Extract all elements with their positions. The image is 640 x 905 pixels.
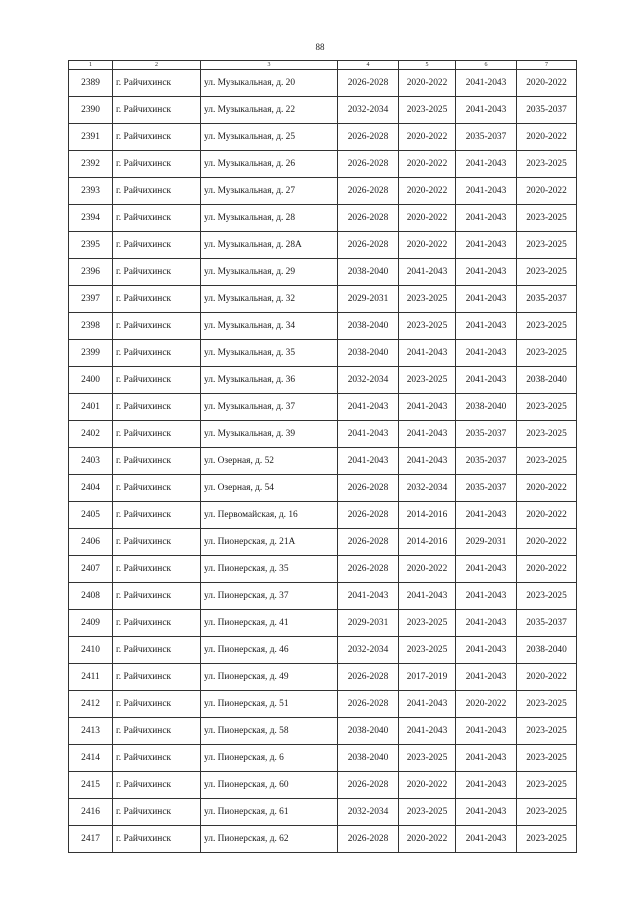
- city-cell: г. Райчихинск: [113, 691, 201, 718]
- address-cell: ул. Музыкальная, д. 27: [201, 178, 338, 205]
- table-row: [69, 70, 577, 97]
- table-row: [69, 583, 577, 610]
- table-row: [69, 799, 577, 826]
- period-cell: 2032-2034: [399, 475, 456, 502]
- city-cell: г. Райчихинск: [113, 448, 201, 475]
- city-cell: г. Райчихинск: [113, 502, 201, 529]
- period-cell: 2029-2031: [338, 610, 399, 637]
- column-number-header: 7: [517, 61, 577, 70]
- table-row: [69, 502, 577, 529]
- row-number-cell: 2416: [69, 799, 113, 826]
- period-cell: 2035-2037: [456, 475, 517, 502]
- period-cell: 2020-2022: [399, 151, 456, 178]
- page-number: 88: [315, 42, 325, 52]
- period-cell: 2020-2022: [517, 178, 577, 205]
- period-cell: 2035-2037: [517, 97, 577, 124]
- period-cell: 2020-2022: [399, 232, 456, 259]
- period-cell: 2020-2022: [399, 70, 456, 97]
- period-cell: 2026-2028: [338, 232, 399, 259]
- address-cell: ул. Музыкальная, д. 28А: [201, 232, 338, 259]
- address-cell: ул. Музыкальная, д. 25: [201, 124, 338, 151]
- table-row: [69, 232, 577, 259]
- table-body: [69, 70, 577, 853]
- period-cell: 2041-2043: [456, 610, 517, 637]
- period-cell: 2035-2037: [517, 286, 577, 313]
- table-row: [69, 421, 577, 448]
- city-cell: г. Райчихинск: [113, 313, 201, 340]
- column-number-header: 5: [399, 61, 456, 70]
- address-cell: ул. Озерная, д. 54: [201, 475, 338, 502]
- period-cell: 2038-2040: [338, 340, 399, 367]
- city-cell: г. Райчихинск: [113, 394, 201, 421]
- column-number-header: 2: [113, 61, 201, 70]
- period-cell: 2038-2040: [338, 718, 399, 745]
- period-cell: 2023-2025: [517, 583, 577, 610]
- row-number-cell: 2389: [69, 70, 113, 97]
- period-cell: 2026-2028: [338, 70, 399, 97]
- city-cell: г. Райчихинск: [113, 70, 201, 97]
- address-cell: ул. Пионерская, д. 37: [201, 583, 338, 610]
- table-row: [69, 448, 577, 475]
- period-cell: 2026-2028: [338, 151, 399, 178]
- period-cell: 2026-2028: [338, 772, 399, 799]
- period-cell: 2041-2043: [456, 259, 517, 286]
- table-row: [69, 772, 577, 799]
- period-cell: 2023-2025: [399, 637, 456, 664]
- row-number-cell: 2392: [69, 151, 113, 178]
- address-cell: ул. Пионерская, д. 6: [201, 745, 338, 772]
- period-cell: 2029-2031: [338, 286, 399, 313]
- period-cell: 2041-2043: [399, 394, 456, 421]
- period-cell: 2041-2043: [399, 421, 456, 448]
- row-number-cell: 2414: [69, 745, 113, 772]
- address-cell: ул. Пионерская, д. 41: [201, 610, 338, 637]
- address-cell: ул. Музыкальная, д. 20: [201, 70, 338, 97]
- address-cell: ул. Музыкальная, д. 39: [201, 421, 338, 448]
- period-cell: 2023-2025: [517, 313, 577, 340]
- city-cell: г. Райчихинск: [113, 475, 201, 502]
- period-cell: 2029-2031: [456, 529, 517, 556]
- period-cell: 2041-2043: [456, 664, 517, 691]
- city-cell: г. Райчихинск: [113, 286, 201, 313]
- city-cell: г. Райчихинск: [113, 178, 201, 205]
- table-row: [69, 556, 577, 583]
- period-cell: 2023-2025: [399, 367, 456, 394]
- period-cell: 2041-2043: [456, 772, 517, 799]
- period-cell: 2023-2025: [517, 691, 577, 718]
- period-cell: 2035-2037: [517, 610, 577, 637]
- address-cell: ул. Пионерская, д. 60: [201, 772, 338, 799]
- period-cell: 2041-2043: [456, 502, 517, 529]
- address-cell: ул. Музыкальная, д. 29: [201, 259, 338, 286]
- city-cell: г. Райчихинск: [113, 340, 201, 367]
- city-cell: г. Райчихинск: [113, 421, 201, 448]
- period-cell: 2041-2043: [399, 340, 456, 367]
- row-number-cell: 2396: [69, 259, 113, 286]
- period-cell: 2041-2043: [399, 583, 456, 610]
- period-cell: 2041-2043: [456, 826, 517, 853]
- city-cell: г. Райчихинск: [113, 205, 201, 232]
- address-cell: ул. Первомайская, д. 16: [201, 502, 338, 529]
- period-cell: 2026-2028: [338, 124, 399, 151]
- period-cell: 2020-2022: [517, 502, 577, 529]
- period-cell: 2020-2022: [517, 556, 577, 583]
- city-cell: г. Райчихинск: [113, 556, 201, 583]
- period-cell: 2041-2043: [456, 286, 517, 313]
- period-cell: 2020-2022: [399, 178, 456, 205]
- period-cell: 2026-2028: [338, 556, 399, 583]
- period-cell: 2023-2025: [517, 151, 577, 178]
- period-cell: 2020-2022: [517, 529, 577, 556]
- address-cell: ул. Пионерская, д. 61: [201, 799, 338, 826]
- table-row: [69, 205, 577, 232]
- row-number-cell: 2412: [69, 691, 113, 718]
- period-cell: 2041-2043: [456, 637, 517, 664]
- table-row: [69, 367, 577, 394]
- address-cell: ул. Озерная, д. 52: [201, 448, 338, 475]
- period-cell: 2026-2028: [338, 205, 399, 232]
- city-cell: г. Райчихинск: [113, 772, 201, 799]
- period-cell: 2032-2034: [338, 799, 399, 826]
- city-cell: г. Райчихинск: [113, 367, 201, 394]
- period-cell: 2023-2025: [399, 610, 456, 637]
- period-cell: 2023-2025: [517, 421, 577, 448]
- address-cell: ул. Пионерская, д. 62: [201, 826, 338, 853]
- period-cell: 2023-2025: [517, 718, 577, 745]
- column-number-header: 6: [456, 61, 517, 70]
- period-cell: 2032-2034: [338, 367, 399, 394]
- address-cell: ул. Музыкальная, д. 26: [201, 151, 338, 178]
- city-cell: г. Райчихинск: [113, 583, 201, 610]
- address-cell: ул. Пионерская, д. 49: [201, 664, 338, 691]
- row-number-cell: 2403: [69, 448, 113, 475]
- row-number-cell: 2397: [69, 286, 113, 313]
- period-cell: 2041-2043: [456, 340, 517, 367]
- period-cell: 2020-2022: [399, 772, 456, 799]
- period-cell: 2041-2043: [456, 70, 517, 97]
- period-cell: 2020-2022: [517, 70, 577, 97]
- period-cell: 2038-2040: [338, 313, 399, 340]
- table-row: [69, 178, 577, 205]
- period-cell: 2041-2043: [338, 448, 399, 475]
- row-number-cell: 2404: [69, 475, 113, 502]
- city-cell: г. Райчихинск: [113, 529, 201, 556]
- period-cell: 2041-2043: [456, 718, 517, 745]
- row-number-cell: 2409: [69, 610, 113, 637]
- period-cell: 2023-2025: [517, 772, 577, 799]
- period-cell: 2041-2043: [456, 367, 517, 394]
- period-cell: 2041-2043: [456, 313, 517, 340]
- address-cell: ул. Музыкальная, д. 28: [201, 205, 338, 232]
- row-number-cell: 2408: [69, 583, 113, 610]
- period-cell: 2026-2028: [338, 826, 399, 853]
- table-row: [69, 97, 577, 124]
- period-cell: 2026-2028: [338, 529, 399, 556]
- city-cell: г. Райчихинск: [113, 97, 201, 124]
- column-number-header: 3: [201, 61, 338, 70]
- address-cell: ул. Музыкальная, д. 22: [201, 97, 338, 124]
- table-row: [69, 313, 577, 340]
- period-cell: 2026-2028: [338, 664, 399, 691]
- period-cell: 2041-2043: [456, 745, 517, 772]
- period-cell: 2041-2043: [456, 583, 517, 610]
- row-number-cell: 2413: [69, 718, 113, 745]
- row-number-cell: 2405: [69, 502, 113, 529]
- row-number-cell: 2410: [69, 637, 113, 664]
- address-cell: ул. Пионерская, д. 58: [201, 718, 338, 745]
- period-cell: 2020-2022: [399, 124, 456, 151]
- table-row: [69, 637, 577, 664]
- period-cell: 2035-2037: [456, 448, 517, 475]
- period-cell: 2041-2043: [456, 556, 517, 583]
- housing-repair-schedule-table: [68, 60, 577, 853]
- row-number-cell: 2400: [69, 367, 113, 394]
- period-cell: 2032-2034: [338, 637, 399, 664]
- period-cell: 2023-2025: [517, 826, 577, 853]
- period-cell: 2026-2028: [338, 502, 399, 529]
- address-cell: ул. Пионерская, д. 21А: [201, 529, 338, 556]
- row-number-cell: 2401: [69, 394, 113, 421]
- period-cell: 2041-2043: [456, 178, 517, 205]
- row-number-cell: 2415: [69, 772, 113, 799]
- period-cell: 2026-2028: [338, 178, 399, 205]
- table-row: [69, 124, 577, 151]
- city-cell: г. Райчихинск: [113, 259, 201, 286]
- period-cell: 2038-2040: [338, 259, 399, 286]
- period-cell: 2041-2043: [456, 232, 517, 259]
- period-cell: 2020-2022: [399, 205, 456, 232]
- period-cell: 2020-2022: [517, 664, 577, 691]
- address-cell: ул. Музыкальная, д. 36: [201, 367, 338, 394]
- period-cell: 2023-2025: [399, 286, 456, 313]
- period-cell: 2041-2043: [456, 151, 517, 178]
- period-cell: 2041-2043: [456, 799, 517, 826]
- city-cell: г. Райчихинск: [113, 151, 201, 178]
- row-number-cell: 2417: [69, 826, 113, 853]
- period-cell: 2023-2025: [399, 799, 456, 826]
- period-cell: 2020-2022: [399, 826, 456, 853]
- address-cell: ул. Музыкальная, д. 34: [201, 313, 338, 340]
- row-number-cell: 2406: [69, 529, 113, 556]
- period-cell: 2023-2025: [517, 394, 577, 421]
- address-cell: ул. Музыкальная, д. 37: [201, 394, 338, 421]
- row-number-cell: 2390: [69, 97, 113, 124]
- period-cell: 2023-2025: [517, 799, 577, 826]
- period-cell: 2026-2028: [338, 475, 399, 502]
- period-cell: 2023-2025: [517, 340, 577, 367]
- row-number-cell: 2411: [69, 664, 113, 691]
- period-cell: 2041-2043: [399, 718, 456, 745]
- table-row: [69, 394, 577, 421]
- column-number-header: 1: [69, 61, 113, 70]
- row-number-cell: 2402: [69, 421, 113, 448]
- period-cell: 2041-2043: [399, 448, 456, 475]
- table-row: [69, 691, 577, 718]
- period-cell: 2041-2043: [338, 583, 399, 610]
- column-number-header-row: [69, 61, 577, 70]
- city-cell: г. Райчихинск: [113, 826, 201, 853]
- column-number-header: 4: [338, 61, 399, 70]
- period-cell: 2023-2025: [517, 259, 577, 286]
- period-cell: 2038-2040: [338, 745, 399, 772]
- period-cell: 2020-2022: [456, 691, 517, 718]
- city-cell: г. Райчихинск: [113, 745, 201, 772]
- period-cell: 2032-2034: [338, 97, 399, 124]
- period-cell: 2035-2037: [456, 421, 517, 448]
- row-number-cell: 2391: [69, 124, 113, 151]
- period-cell: 2041-2043: [338, 394, 399, 421]
- period-cell: 2023-2025: [399, 97, 456, 124]
- city-cell: г. Райчихинск: [113, 637, 201, 664]
- table-row: [69, 610, 577, 637]
- period-cell: 2020-2022: [517, 475, 577, 502]
- row-number-cell: 2395: [69, 232, 113, 259]
- period-cell: 2038-2040: [517, 637, 577, 664]
- period-cell: 2041-2043: [399, 259, 456, 286]
- period-cell: 2023-2025: [517, 205, 577, 232]
- table-row: [69, 259, 577, 286]
- period-cell: 2014-2016: [399, 529, 456, 556]
- row-number-cell: 2393: [69, 178, 113, 205]
- address-cell: ул. Музыкальная, д. 35: [201, 340, 338, 367]
- period-cell: 2023-2025: [399, 745, 456, 772]
- city-cell: г. Райчихинск: [113, 664, 201, 691]
- period-cell: 2038-2040: [456, 394, 517, 421]
- table-row: [69, 664, 577, 691]
- address-cell: ул. Пионерская, д. 46: [201, 637, 338, 664]
- row-number-cell: 2398: [69, 313, 113, 340]
- period-cell: 2023-2025: [517, 232, 577, 259]
- city-cell: г. Райчихинск: [113, 718, 201, 745]
- city-cell: г. Райчихинск: [113, 232, 201, 259]
- table-row: [69, 340, 577, 367]
- period-cell: 2023-2025: [399, 313, 456, 340]
- city-cell: г. Райчихинск: [113, 799, 201, 826]
- period-cell: 2017-2019: [399, 664, 456, 691]
- address-cell: ул. Музыкальная, д. 32: [201, 286, 338, 313]
- period-cell: 2038-2040: [517, 367, 577, 394]
- period-cell: 2020-2022: [399, 556, 456, 583]
- address-cell: ул. Пионерская, д. 51: [201, 691, 338, 718]
- address-cell: ул. Пионерская, д. 35: [201, 556, 338, 583]
- period-cell: 2023-2025: [517, 745, 577, 772]
- period-cell: 2035-2037: [456, 124, 517, 151]
- row-number-cell: 2407: [69, 556, 113, 583]
- period-cell: 2041-2043: [399, 691, 456, 718]
- table-row: [69, 529, 577, 556]
- period-cell: 2014-2016: [399, 502, 456, 529]
- period-cell: 2026-2028: [338, 691, 399, 718]
- city-cell: г. Райчихинск: [113, 124, 201, 151]
- table-row: [69, 745, 577, 772]
- period-cell: 2023-2025: [517, 448, 577, 475]
- table-row: [69, 826, 577, 853]
- row-number-cell: 2394: [69, 205, 113, 232]
- period-cell: 2041-2043: [456, 97, 517, 124]
- table-row: [69, 475, 577, 502]
- table-row: [69, 718, 577, 745]
- row-number-cell: 2399: [69, 340, 113, 367]
- table-row: [69, 151, 577, 178]
- city-cell: г. Райчихинск: [113, 610, 201, 637]
- period-cell: 2041-2043: [338, 421, 399, 448]
- table-row: [69, 286, 577, 313]
- period-cell: 2020-2022: [517, 124, 577, 151]
- period-cell: 2041-2043: [456, 205, 517, 232]
